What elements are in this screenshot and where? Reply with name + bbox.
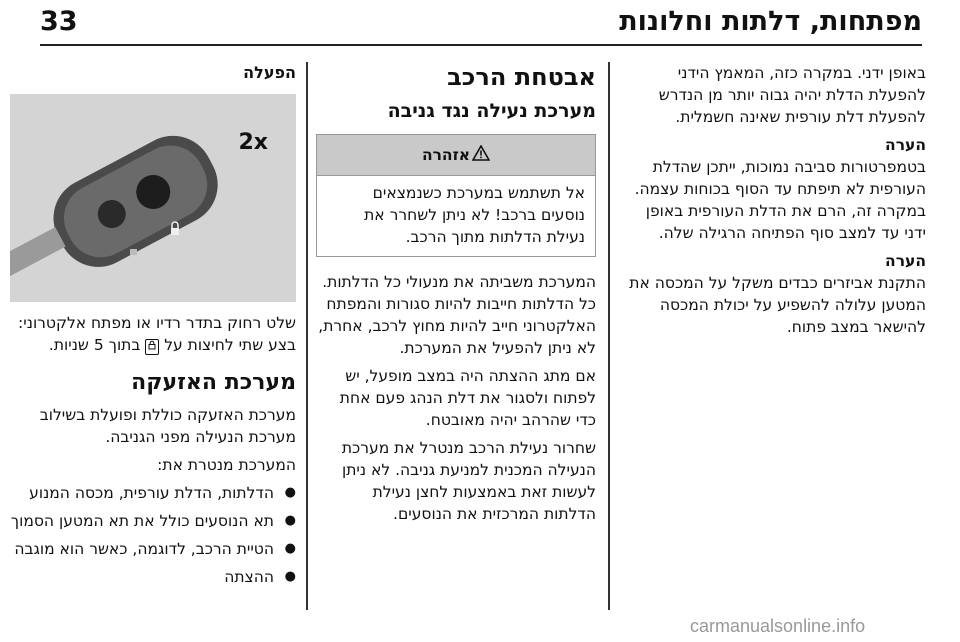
column-right xyxy=(626,62,926,344)
column-left xyxy=(10,62,296,594)
column-divider xyxy=(608,62,610,610)
page-number: 33 xyxy=(40,6,78,37)
monitored-list xyxy=(10,482,296,588)
caption-part: בתוך 5 שניות. xyxy=(48,336,141,354)
column-divider xyxy=(306,62,308,610)
list-item: ● הדלתות, הדלת עורפית, מכסה המנוע xyxy=(10,482,296,504)
paragraph: המערכת מנטרת את: xyxy=(157,456,296,474)
key-fob-illustration xyxy=(10,94,296,302)
paragraph: באופן ידני. במקרה כזה, המאמץ הידני להפעלת הדלת יהיה גבוה יותר מן הנדרש להפעלת דלת עורפית שאינה חשמלית. xyxy=(658,64,926,126)
caption-part: בצע שתי xyxy=(238,336,296,354)
warning-triangle-icon xyxy=(472,145,490,166)
paragraph: אם מתג ההצתה היה במצב מופעל, יש לפתוח ולסגור את דלת הנהג פעם אחת כדי שהרהב יהיה מאובטח. xyxy=(339,367,596,429)
subsection-heading: מערכת נעילה נגד גניבה xyxy=(387,100,596,122)
list-item: ● תא הנוסעים כולל את תא המטען הסמוך xyxy=(10,510,296,532)
caption-part: לחיצות על xyxy=(164,336,234,354)
section-title: הפעלה xyxy=(243,63,296,82)
list-item: ● הטיית הרכב, לדוגמה, כאשר הוא מוגבה xyxy=(10,538,296,560)
note-title: הערה xyxy=(885,136,926,154)
warning-text: אל תשתמש במערכת כשנמצאים נוסעים ברכב! לא ניתן לשחרר את נעילת הדלתות מתוך הרכב. xyxy=(364,184,585,246)
lock-icon xyxy=(145,339,159,355)
note-text: התקנת אביזרים כבדים משקל על המכסה את המטען עלולה להשפיע על יכולת המכסה להישאר במצב פתוח. xyxy=(629,274,926,336)
header-rule xyxy=(40,44,922,46)
caption xyxy=(10,312,296,356)
warning-title: אזהרה xyxy=(421,146,471,164)
paragraph: מערכת האזעקה כוללת ופועלת בשילוב מערכת הנעילה מפני הגניבה. xyxy=(39,406,296,446)
note-text: בטמפרטורות סביבה נמוכות, ייתכן שהדלת העורפית לא תיפתח עד הסוף בכוחות עצמה. במקרה זה, הרם את הדלת העורפית באופן ידני עד למצב סוף הפתיחה הרגילה שלה. xyxy=(634,158,926,242)
warning-header xyxy=(317,135,595,176)
column-middle xyxy=(316,62,596,531)
section-heading: אבטחת הרכב xyxy=(447,63,596,91)
image-label: 2x xyxy=(238,130,268,155)
caption-part: שלט רחוק בתדר רדיו או מפתח אלקטרוני: xyxy=(18,314,296,332)
note-title: הערה xyxy=(885,252,926,270)
paragraph: המערכת משביתה את מנעולי כל הדלתות. כל הדלתות חייבות להיות סגורות והמפתח האלקטרוני חייב להיות מחוץ לרכב, אחרת, לא ניתן להפעיל את המערכת. xyxy=(318,273,596,357)
watermark: carmanualsonline.info xyxy=(690,616,866,636)
key-fob-image xyxy=(10,94,296,302)
section-heading: מערכת האזעקה xyxy=(131,370,296,395)
page-header xyxy=(0,0,960,44)
warning-box xyxy=(316,134,596,257)
page-title: מפתחות, דלתות וחלונות xyxy=(619,6,922,37)
paragraph: שחרור נעילת הרכב מנטרל את מערכת הנעילה המכנית למניעת גניבה. לא ניתן לעשות זאת באמצעות לחצן נעילת הדלתות המרכזית את הנוסעים. xyxy=(341,439,596,523)
list-item: ● ההצתה xyxy=(10,566,296,588)
